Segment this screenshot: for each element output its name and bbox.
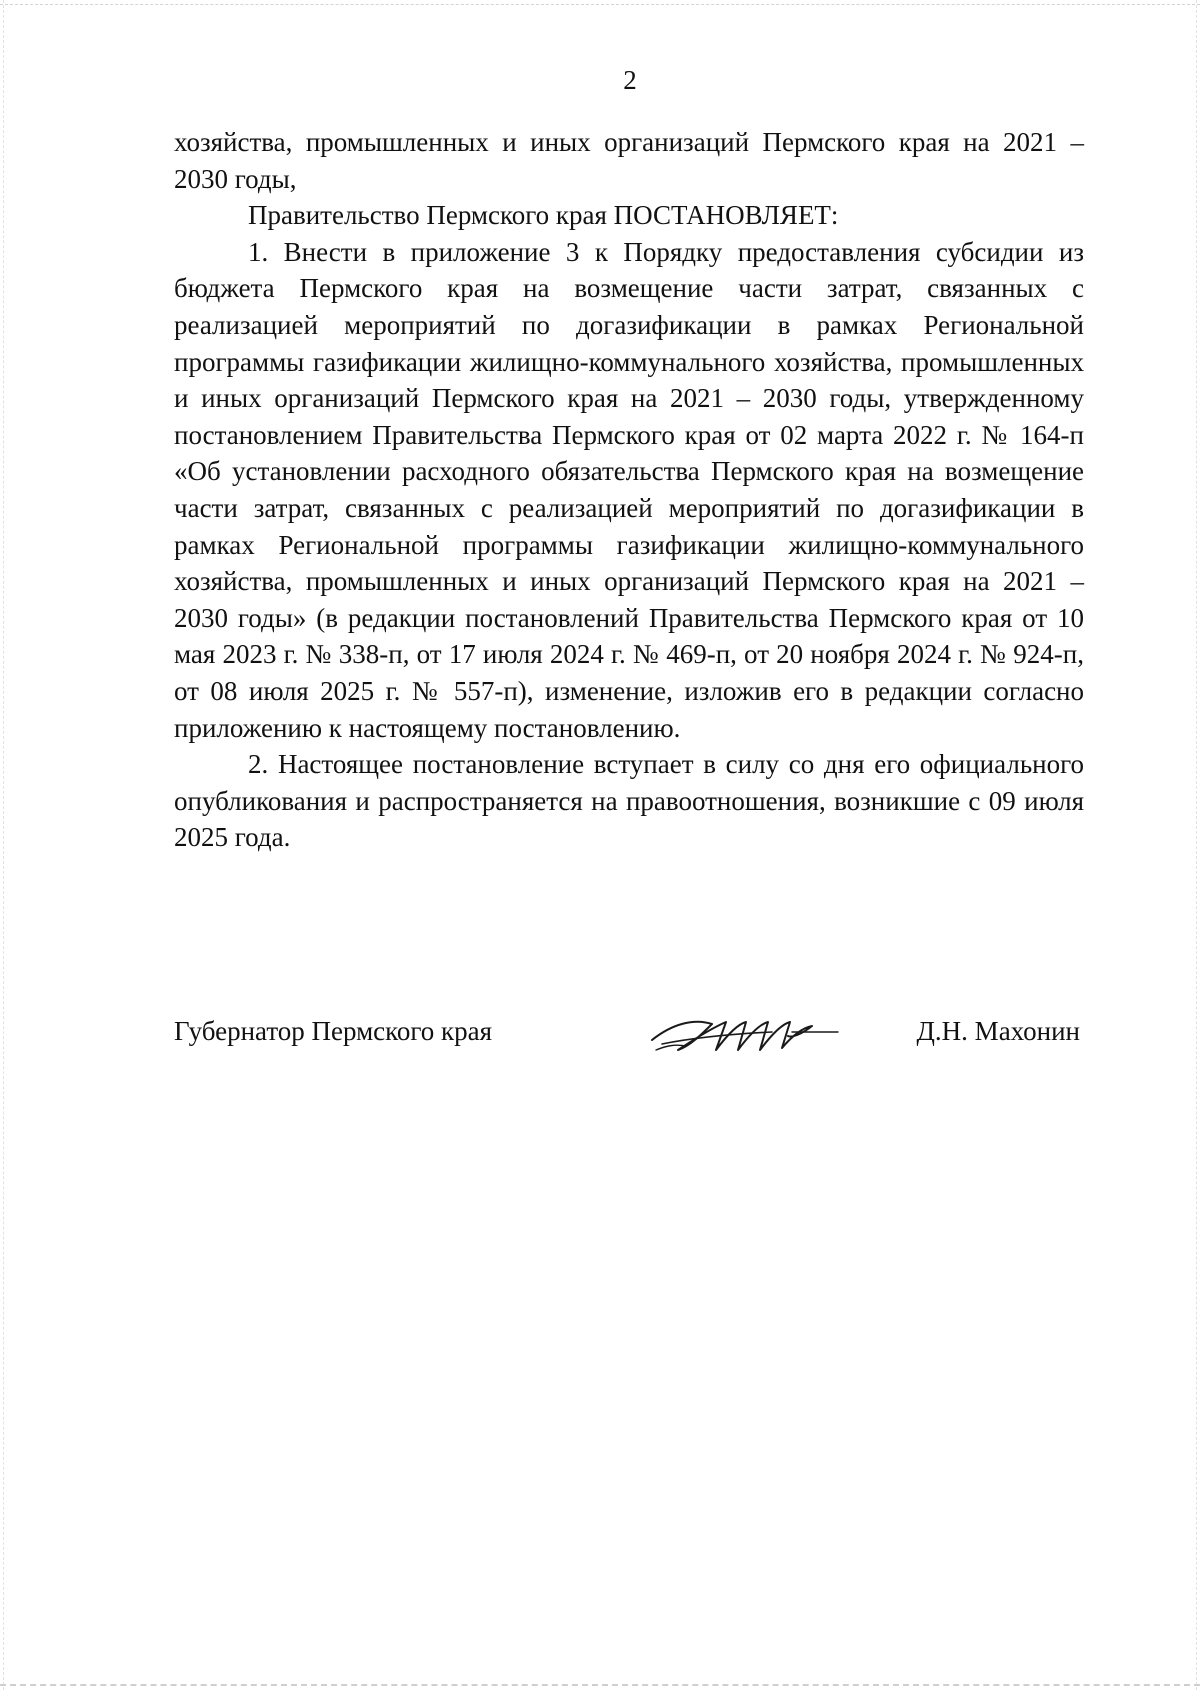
signature-block xyxy=(174,1016,1084,1076)
paragraph-item-2: 2. Настоящее постановление вступает в силу со дня его официального опубликования и распространяется на правоотношения, возникшие с 09 июля 2025 года. xyxy=(174,749,1084,853)
signatory-title: Губернатор Пермского края xyxy=(174,1016,493,1046)
signatory-name: Д.Н. Махонин xyxy=(916,1016,1080,1046)
handwritten-signature xyxy=(642,994,842,1068)
paragraph-resolves: Правительство Пермского края ПОСТАНОВЛЯЕТ: xyxy=(248,200,839,231)
scan-edge-left xyxy=(3,0,4,1690)
document-body xyxy=(174,124,1084,856)
scan-edge-right xyxy=(1196,0,1197,1690)
paragraph-preamble-end: хозяйства, промышленных и иных организаций Пермского края на 2021 – 2030 годы, xyxy=(174,127,1084,194)
page-number: 2 xyxy=(623,65,637,95)
scan-edge-top xyxy=(0,4,1200,5)
paragraph-item-1: 1. Внести в приложение 3 к Порядку предоставления субсидии из бюджета Пермского края на возмещение части затрат, связанных с реализацией мероприятий по догазификации в рамках Региональной программы газификации жилищно-коммунального хозяйства, промышленных и иных организаций Пермского края на 2021 – 2030 годы, утвержденному постановлением Правительства Пермского края от 02 марта 2022 г. № 164-п «Об установлении расходного обязательства Пермского края на возмещение части затрат, связанных с реализацией мероприятий по догазификации в рамках Региональной программы газификации жилищно-коммунального хозяйства, промышленных и иных организаций Пермского края на 2021 – 2030 годы» (в редакции постановлений Правительства Пермского края от 10 мая 2023 г. № 338-п, от 17 июля 2024 г. № 469-п, от 20 ноября 2024 г. № 924-п, от 08 июля 2025 г. № 557-п), изменение, изложив его в редакции согласно приложению к настоящему постановлению. xyxy=(174,236,1084,743)
scan-edge-bottom xyxy=(0,1684,1200,1686)
